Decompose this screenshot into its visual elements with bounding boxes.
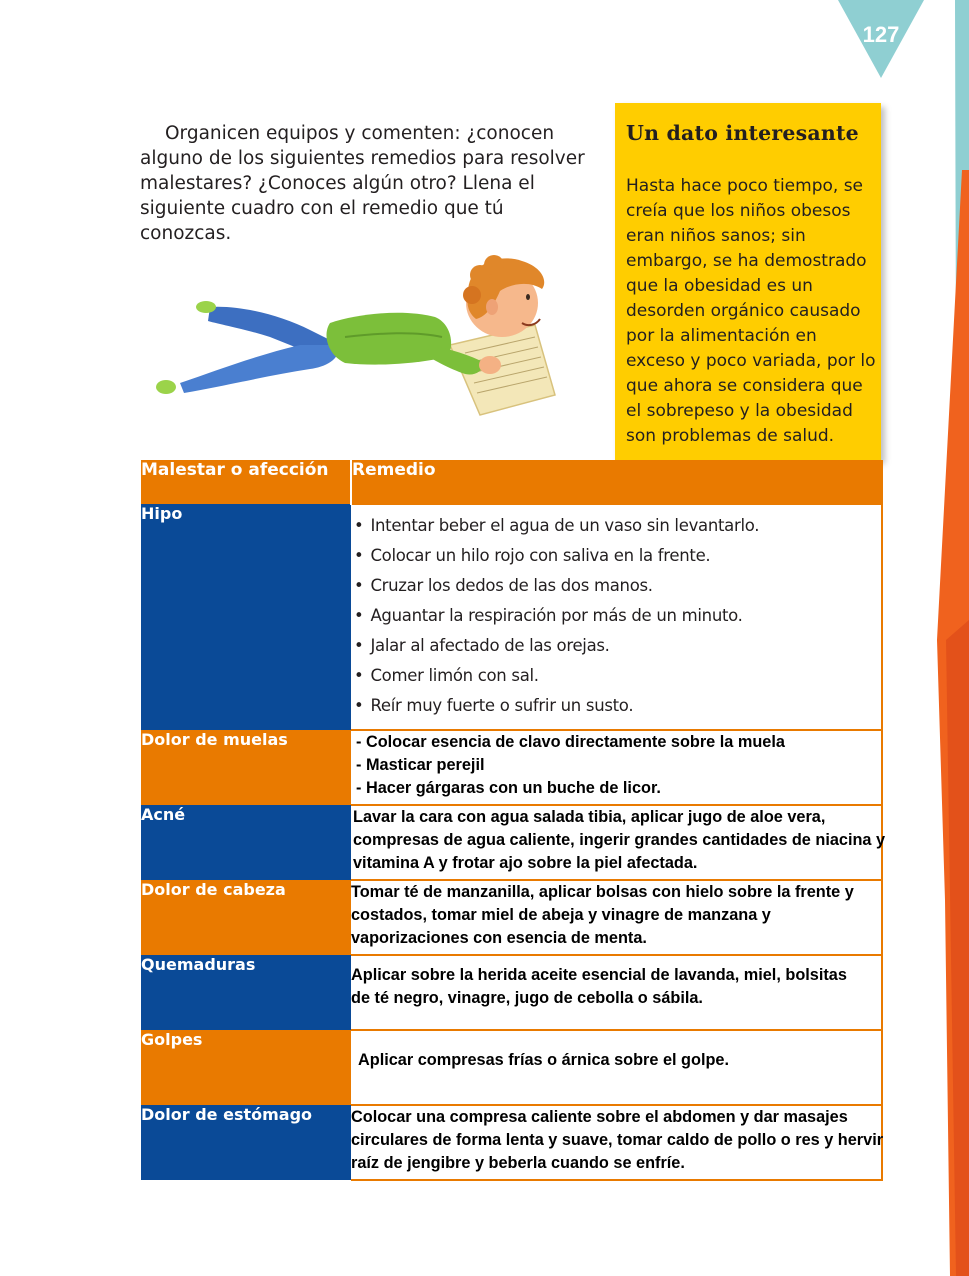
list-item: • Colocar un hilo rojo con saliva en la frente. (354, 541, 881, 571)
remedy-line: - Hacer gárgaras con un buche de licor. (356, 779, 661, 797)
row-label-golpes: Golpes (141, 1030, 351, 1105)
remedy-line: vitamina A y frotar ajo sobre la piel afectada. (353, 854, 698, 872)
remedy-line: vaporizaciones con esencia de menta. (351, 929, 647, 947)
table-row (141, 1105, 882, 1180)
remedy-line: costados, tomar miel de abeja y vinagre de manzana y (351, 906, 771, 924)
table-row (141, 805, 882, 880)
list-item: • Comer limón con sal. (354, 661, 881, 691)
header-remedio: Remedio (351, 460, 882, 504)
row-label-cabeza: Dolor de cabeza (141, 880, 351, 955)
remedy-line: Tomar té de manzanilla, aplicar bolsas con hielo sobre la frente y (351, 883, 854, 901)
list-item: • Jalar al afectado de las orejas. (354, 631, 881, 661)
row-label-hipo: Hipo (141, 504, 351, 730)
table-row (141, 1030, 882, 1105)
header-malestar: Malestar o afección (141, 460, 351, 504)
intro-paragraph (140, 121, 595, 246)
row-label-estomago: Dolor de estómago (141, 1105, 351, 1180)
page-number: 127 (862, 22, 900, 47)
remedy-line: compresas de agua caliente, ingerir grandes cantidades de niacina y (353, 831, 886, 849)
remedy-quemaduras (351, 955, 882, 1030)
remedy-acne (351, 805, 886, 880)
table-row (141, 955, 882, 1030)
remedy-golpes (351, 1030, 882, 1105)
remedy-hipo (351, 504, 882, 730)
remedy-line: Lavar la cara con agua salada tibia, aplicar jugo de aloe vera, (353, 808, 826, 826)
remedy-line: circulares de forma lenta y suave, tomar caldo de pollo o res y hervir (351, 1131, 884, 1149)
remedy-line: Aplicar compresas frías o árnica sobre el golpe. (358, 1051, 729, 1069)
remedy-line: Aplicar sobre la herida aceite esencial de lavanda, miel, bolsitas (351, 966, 847, 984)
remedios-table (141, 460, 886, 1181)
remedy-cabeza (351, 880, 882, 955)
dato-body: Hasta hace poco tiempo, se creía que los niños obesos eran niños sanos; sin embargo, se ha demostrado que la obesidad es un desorden orgánico causado por la alimentación en exceso y poco variada, por lo que ahora se considera que el sobrepeso y la obesidad son problemas de salud. (626, 176, 876, 446)
row-label-acne: Acné (141, 805, 351, 880)
table-row (141, 730, 882, 805)
hipo-list (351, 505, 881, 721)
dato-interesante-box (615, 103, 881, 460)
intro-text: Organicen equipos y comenten: ¿conocen alguno de los siguientes remedios para resolver malestares? ¿Conoces algún otro? Llena el siguiente cuadro con el remedio que tú conozcas. (140, 123, 585, 244)
remedy-line: Colocar una compresa caliente sobre el abdomen y dar masajes (351, 1108, 848, 1126)
table-row (141, 880, 882, 955)
remedy-line: - Masticar perejil (356, 756, 485, 774)
list-item: • Cruzar los dedos de las dos manos. (354, 571, 881, 601)
child-reading-illustration (150, 245, 580, 425)
list-item: • Reír muy fuerte o sufrir un susto. (354, 691, 881, 721)
dato-title: Un dato interesante (626, 121, 859, 145)
table-row (141, 504, 882, 730)
list-item: • Aguantar la respiración por más de un minuto. (354, 601, 881, 631)
remedy-line: de té negro, vinagre, jugo de cebolla o sábila. (351, 989, 703, 1007)
remedy-muelas (351, 730, 882, 805)
remedy-estomago (351, 1105, 882, 1180)
remedy-line: - Colocar esencia de clavo directamente sobre la muela (356, 733, 785, 751)
row-label-muelas: Dolor de muelas (141, 730, 351, 805)
remedy-line: raíz de jengibre y beberla cuando se enfríe. (351, 1154, 685, 1172)
row-label-quemaduras: Quemaduras (141, 955, 351, 1030)
list-item: • Intentar beber el agua de un vaso sin levantarlo. (354, 511, 881, 541)
